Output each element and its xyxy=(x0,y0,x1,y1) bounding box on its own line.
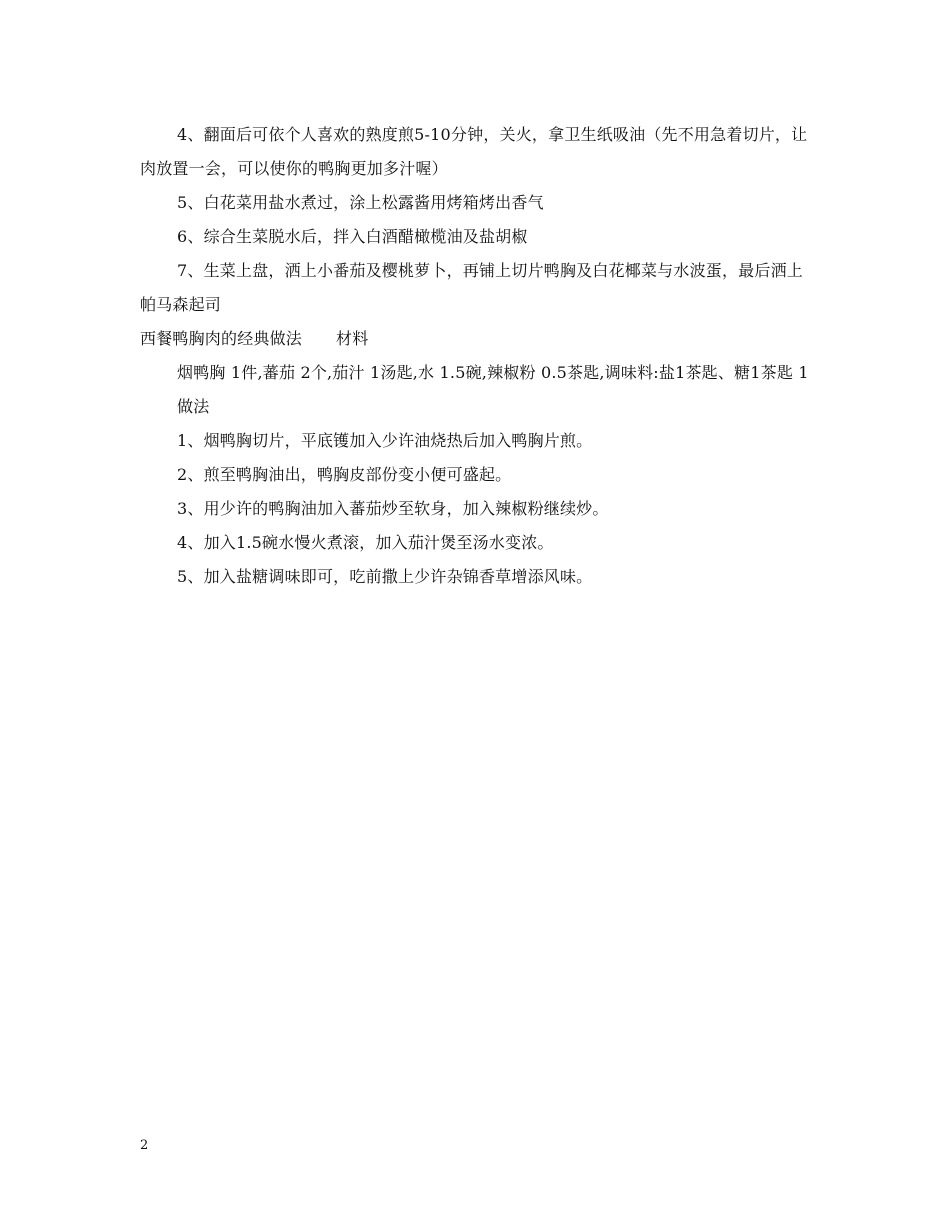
paragraph-step-5: 5、白花菜用盐水煮过，涂上松露酱用烤箱烤出香气 xyxy=(177,193,544,212)
paragraph-step-4: 4、翻面后可依个人喜欢的熟度煎5-10分钟，关火，拿卫生纸吸油（先不用急着切片，让肉放置一会，可以使你的鸭胸更加多汁喔） xyxy=(140,125,808,178)
method-step-2: 2、煎至鸭胸油出，鸭胸皮部份变小便可盛起。 xyxy=(177,465,512,484)
method-step-4: 4、加入1.5碗水慢火煮滚，加入茄汁煲至汤水变浓。 xyxy=(177,533,554,552)
materials-label: 材料 xyxy=(336,329,369,348)
method-step-1: 1、烟鸭胸切片，平底镬加入少许油烧热后加入鸭胸片煎。 xyxy=(177,431,593,450)
paragraph-step-6: 6、综合生菜脱水后，拌入白酒醋橄榄油及盐胡椒 xyxy=(177,227,528,246)
ingredients-list: 烟鸭胸 1件,蕃茄 2个,茄汁 1汤匙,水 1.5碗,辣椒粉 0.5茶匙,调味料:盐1茶匙、糖1茶匙 1 xyxy=(177,363,809,382)
paragraph-step-7: 7、生菜上盘，洒上小番茄及樱桃萝卜，再铺上切片鸭胸及白花椰菜与水波蛋，最后洒上帕马森起司 xyxy=(140,261,803,314)
page-number: 2 xyxy=(140,1138,149,1153)
method-label: 做法 xyxy=(177,397,210,416)
recipe-heading-line xyxy=(140,322,816,356)
method-step-5: 5、加入盐糖调味即可，吃前撒上少许杂锦香草增添风味。 xyxy=(177,567,593,586)
method-step-3: 3、用少许的鸭胸油加入蕃茄炒至软身，加入辣椒粉继续炒。 xyxy=(177,499,609,518)
recipe-heading: 西餐鸭胸肉的经典做法 xyxy=(140,329,303,348)
document-body xyxy=(140,118,816,594)
